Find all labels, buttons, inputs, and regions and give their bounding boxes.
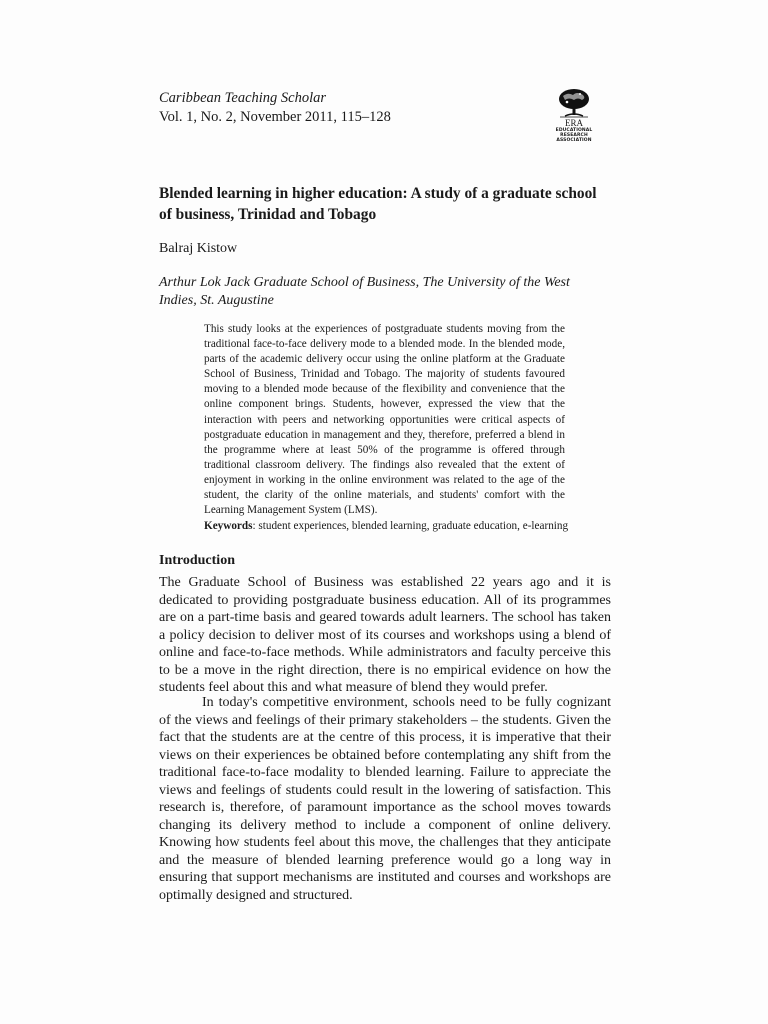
intro-paragraph: The Graduate School of Business was established 22 years ago and it is dedicated to providing postgraduate business education. All of its programmes are on a part-time basis and geared towards adult learners. The school has taken a policy decision to deliver most of its courses and workshops using a blend of online and face-to-face methods. While administrators and faculty perceive this to be a move in the right direction, there is no empirical evidence on how the students feel about this and what measure of blend they would prefer. xyxy=(159,575,611,695)
era-logo xyxy=(543,88,605,144)
volume-info: Vol. 1, No. 2, November 2011, 115–128 xyxy=(159,109,391,125)
abstract: This study looks at the experiences of postgraduate students moving from the traditional face-to-face delivery mode to a blended mode. In the blended mode, parts of the academic delivery occur using the online platform at the Graduate School of Business, Trinidad and Tobago. The majority of students favoured moving to a blended mode because of the flexibility and convenience that the online component brings. Students, however, expressed the view that the interaction with peers and networking opportunities were critical aspects of postgraduate education in management and they, therefore, preferred a blend in the programme where at least 50% of the programme is offered through traditional classroom delivery. The findings also revealed that the extent of enjoyment in working in the online environment was related to the age of the student, the clarity of the online materials, and students' comfort with the Learning Management System (LMS). xyxy=(204,323,565,517)
introduction-heading: Introduction xyxy=(159,553,235,568)
keywords xyxy=(204,519,574,534)
keywords-label: Keywords xyxy=(204,520,253,532)
tree-globe-icon xyxy=(554,88,594,118)
logo-organization: EDUCATIONAL RESEARCH ASSOCIATION xyxy=(555,128,593,143)
logo-acronym: ERA xyxy=(565,118,583,128)
journal-name: Caribbean Teaching Scholar xyxy=(159,90,327,106)
journal-header xyxy=(159,89,391,127)
article-author: Balraj Kistow xyxy=(159,241,238,256)
article-title: Blended learning in higher education: A study of a graduate school of business, Trinidad and Tobago xyxy=(159,185,597,223)
intro-paragraph: In today's competitive environment, schools need to be fully cognizant of the views and feelings of their primary stakeholders – the students. Given the fact that the students are at the centre of this process, it is imperative that their views on their experiences be obtained before contemplating any shift from the traditional face-to-face modality to blended learning. Failure to appreciate the views and feelings of students could result in the lowering of satisfaction. This research is, therefore, of paramount importance as the school moves towards changing its delivery method to include a component of online delivery. Knowing how students feel about this move, the challenges that they anticipate and the measure of blended learning preference would go a long way in ensuring that support mechanisms are instituted and courses and workshops are optimally designed and structured. xyxy=(159,695,611,903)
keywords-list: : student experiences, blended learning, graduate education, e-learning xyxy=(252,520,569,532)
author-affiliation: Arthur Lok Jack Graduate School of Business, The University of the West Indies, St. Augustine xyxy=(159,275,570,308)
